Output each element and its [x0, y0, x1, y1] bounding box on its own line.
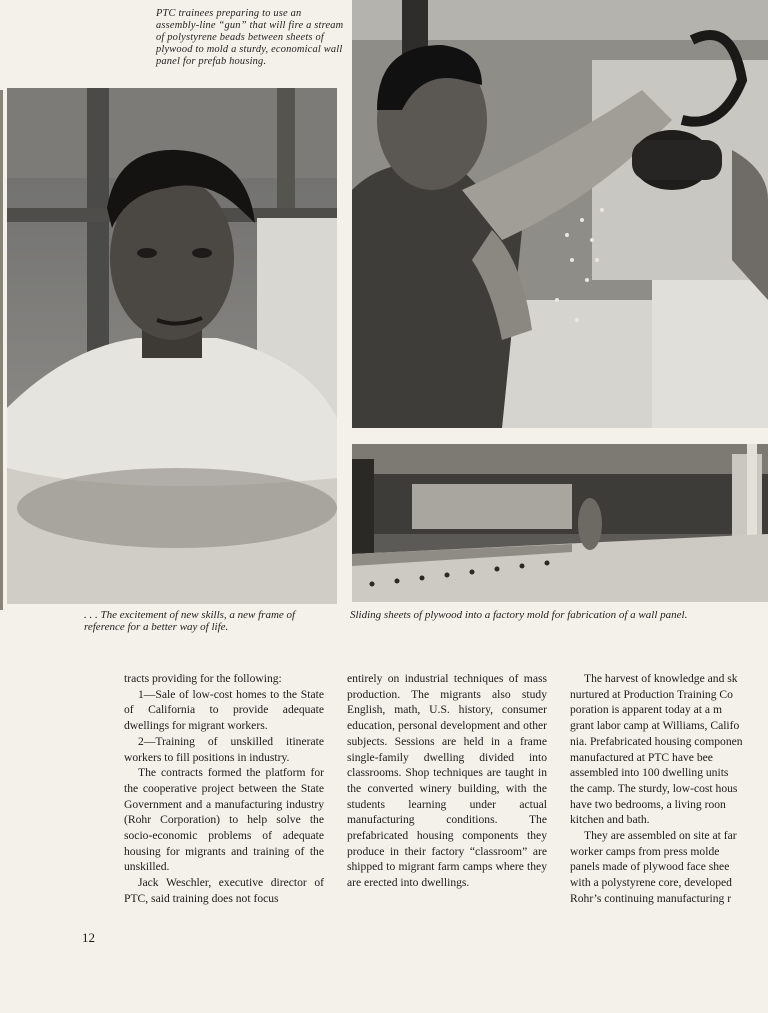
caption-top: PTC trainees preparing to use an assembly-line “gun” that will fire a stream of polystyrene beads between sheets of plywood to mold a sturdy, economical wall panel for prefab housing. [156, 8, 344, 67]
page-binding-edge [0, 90, 3, 610]
text-line: The harvest of knowledge and sk [584, 672, 738, 685]
text-line: kitchen and bath. [570, 813, 650, 827]
article-column-2 [347, 671, 547, 891]
text-line: Rohr’s continuing manufacturing r [570, 891, 732, 905]
text-line: poration is apparent today at a m [570, 703, 722, 717]
text-line: the camp. The sturdy, low-cost hous [570, 781, 738, 795]
caption-left: . . . The excitement of new skills, a new frame of reference for a better way of life. [84, 609, 296, 633]
page-number: 12 [82, 930, 95, 945]
text-line: with a polystyrene core, developed [570, 876, 732, 890]
text-line: manufactured at PTC have bee [570, 750, 713, 764]
paragraph: 2—Training of unskilled itinerate workers to fill positions in industry. [124, 734, 324, 764]
text-line: worker camps from press molde [570, 844, 720, 858]
photo-trainee-portrait [7, 88, 337, 604]
caption-right: Sliding sheets of plywood into a factory mold for fabrication of a wall panel. [350, 609, 688, 621]
text-line: grant labor camp at Williams, Califo [570, 719, 740, 733]
text-line: nurtured at Production Training Co [570, 687, 733, 701]
paragraph: entirely on industrial techniques of mass production. The migrants also study English, math, U.S. history, consumer education, personal development and other subjects. Sessions are held in a frame single-family dwelling divided into classrooms. Shop techniques are taught in the converted winery building, with the students learning under actual manufacturing conditions. The prefabricated housing components they produce in their factory “classroom” are shipped to migrant farm camps where they are erected into dwellings. [347, 672, 547, 890]
text-line: have two bedrooms, a living roon [570, 797, 726, 811]
article-column-3 [570, 671, 768, 907]
paragraph: Jack Weschler, executive director of PTC, said training does not focus [124, 876, 324, 905]
photo-assembly-gun [352, 0, 768, 428]
paragraph: The contracts formed the platform for the cooperative project between the State Government and a manufacturing industry (Rohr Corporation) to help solve the socio-economic problems of adequate housing for migrants and training of the unskilled. [124, 766, 324, 874]
text-line: assembled into 100 dwelling units [570, 766, 729, 780]
text-line: nia. Prefabricated housing componen [570, 734, 743, 748]
paragraph: 1—Sale of low-cost homes to the State of California to provide adequate dwellings for migrant workers. [124, 687, 324, 733]
text-line: panels made of plywood face shee [570, 860, 730, 874]
article-column-1 [124, 671, 324, 907]
paragraph: tracts providing for the following: [124, 672, 282, 685]
photo-factory-mold [352, 444, 768, 602]
text-line: They are assembled on site at far [584, 829, 737, 843]
